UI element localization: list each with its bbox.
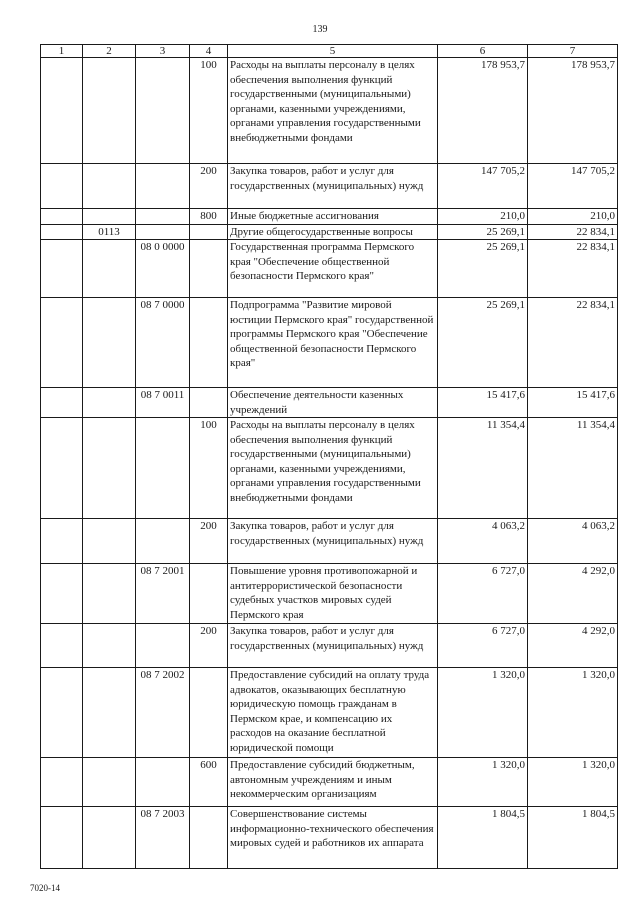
expense-type-cell — [190, 298, 228, 388]
amount-cell-col6: 1 320,0 — [438, 668, 528, 758]
amount-cell-col7: 22 834,1 — [528, 298, 618, 388]
subsection-cell: 0113 — [83, 224, 136, 240]
column-header: 3 — [136, 45, 190, 58]
table-row — [41, 418, 618, 519]
subsection-cell — [83, 388, 136, 418]
table-row — [41, 624, 618, 668]
description-cell: Подпрограмма "Развитие мировой юстиции Пермского края" государственной программы Пермского края "Обеспечение общественной безопасности Пермского края" — [228, 298, 438, 388]
target-article-cell — [136, 624, 190, 668]
table-row — [41, 388, 618, 418]
budget-table — [40, 44, 618, 869]
target-article-cell — [136, 519, 190, 564]
subsection-cell — [83, 58, 136, 164]
expense-type-cell — [190, 668, 228, 758]
section-cell — [41, 668, 83, 758]
target-article-cell: 08 7 2002 — [136, 668, 190, 758]
section-cell — [41, 624, 83, 668]
description-cell: Совершенствование системы информационно-технического обеспечения мировых судей и работников их аппарата — [228, 807, 438, 869]
section-cell — [41, 418, 83, 519]
page-number: 139 — [312, 24, 328, 35]
subsection-cell — [83, 298, 136, 388]
description-cell: Повышение уровня противопожарной и антитеррористической безопасности судебных участков мировых судей Пермского края — [228, 564, 438, 624]
expense-type-cell — [190, 388, 228, 418]
description-cell: Государственная программа Пермского края "Обеспечение общественной безопасности Пермского края" — [228, 240, 438, 298]
target-article-cell — [136, 164, 190, 209]
target-article-cell — [136, 58, 190, 164]
expense-type-cell: 100 — [190, 418, 228, 519]
amount-cell-col7: 1 320,0 — [528, 758, 618, 807]
expense-type-cell — [190, 224, 228, 240]
amount-cell-col7: 1 804,5 — [528, 807, 618, 869]
amount-cell-col7: 4 063,2 — [528, 519, 618, 564]
target-article-cell: 08 7 2001 — [136, 564, 190, 624]
expense-type-cell — [190, 564, 228, 624]
table-row — [41, 758, 618, 807]
table-row — [41, 668, 618, 758]
description-cell: Закупка товаров, работ и услуг для государственных (муниципальных) нужд — [228, 519, 438, 564]
target-article-cell — [136, 418, 190, 519]
amount-cell-col7: 11 354,4 — [528, 418, 618, 519]
table-row — [41, 209, 618, 225]
amount-cell-col6: 25 269,1 — [438, 240, 528, 298]
subsection-cell — [83, 807, 136, 869]
section-cell — [41, 388, 83, 418]
amount-cell-col7: 178 953,7 — [528, 58, 618, 164]
subsection-cell — [83, 164, 136, 209]
amount-cell-col6: 1 320,0 — [438, 758, 528, 807]
description-cell: Предоставление субсидий на оплату труда адвокатов, оказывающих бесплатную юридическую помощь гражданам в Пермском крае, и компенсацию их расходов на оказание бесплатной юридической помощи — [228, 668, 438, 758]
amount-cell-col7: 15 417,6 — [528, 388, 618, 418]
header-row — [41, 45, 618, 58]
section-cell — [41, 224, 83, 240]
amount-cell-col7: 210,0 — [528, 209, 618, 225]
description-cell: Иные бюджетные ассигнования — [228, 209, 438, 225]
column-header: 1 — [41, 45, 83, 58]
description-cell: Расходы на выплаты персоналу в целях обеспечения выполнения функций государственными (муниципальными) органами, казенными учреждениями, органами управления государственными внебюджетными фондами — [228, 58, 438, 164]
section-cell — [41, 209, 83, 225]
subsection-cell — [83, 209, 136, 225]
column-header: 4 — [190, 45, 228, 58]
subsection-cell — [83, 758, 136, 807]
table-row — [41, 164, 618, 209]
subsection-cell — [83, 519, 136, 564]
section-cell — [41, 758, 83, 807]
subsection-cell — [83, 668, 136, 758]
description-cell: Обеспечение деятельности казенных учреждений — [228, 388, 438, 418]
description-cell: Закупка товаров, работ и услуг для государственных (муниципальных) нужд — [228, 624, 438, 668]
column-header: 7 — [528, 45, 618, 58]
column-header: 2 — [83, 45, 136, 58]
expense-type-cell: 200 — [190, 164, 228, 209]
subsection-cell — [83, 240, 136, 298]
amount-cell-col6: 6 727,0 — [438, 564, 528, 624]
section-cell — [41, 298, 83, 388]
target-article-cell: 08 7 0000 — [136, 298, 190, 388]
section-cell — [41, 164, 83, 209]
description-cell: Другие общегосударственные вопросы — [228, 224, 438, 240]
amount-cell-col6: 147 705,2 — [438, 164, 528, 209]
target-article-cell — [136, 758, 190, 807]
table-row — [41, 298, 618, 388]
expense-type-cell: 100 — [190, 58, 228, 164]
amount-cell-col7: 22 834,1 — [528, 224, 618, 240]
amount-cell-col6: 178 953,7 — [438, 58, 528, 164]
amount-cell-col6: 210,0 — [438, 209, 528, 225]
amount-cell-col7: 147 705,2 — [528, 164, 618, 209]
section-cell — [41, 58, 83, 164]
section-cell — [41, 519, 83, 564]
column-header: 5 — [228, 45, 438, 58]
expense-type-cell: 600 — [190, 758, 228, 807]
table-row — [41, 240, 618, 298]
target-article-cell — [136, 209, 190, 225]
target-article-cell: 08 7 0011 — [136, 388, 190, 418]
subsection-cell — [83, 418, 136, 519]
column-header: 6 — [438, 45, 528, 58]
amount-cell-col6: 25 269,1 — [438, 224, 528, 240]
section-cell — [41, 564, 83, 624]
amount-cell-col7: 4 292,0 — [528, 624, 618, 668]
amount-cell-col6: 15 417,6 — [438, 388, 528, 418]
table-row — [41, 224, 618, 240]
amount-cell-col6: 4 063,2 — [438, 519, 528, 564]
description-cell: Расходы на выплаты персоналу в целях обеспечения выполнения функций государственными (муниципальными) органами, казенными учреждениями, органами управления государственными внебюджетными фондами — [228, 418, 438, 519]
amount-cell-col7: 4 292,0 — [528, 564, 618, 624]
expense-type-cell — [190, 240, 228, 298]
section-cell — [41, 807, 83, 869]
amount-cell-col6: 6 727,0 — [438, 624, 528, 668]
table-row — [41, 564, 618, 624]
amount-cell-col6: 11 354,4 — [438, 418, 528, 519]
expense-type-cell: 200 — [190, 624, 228, 668]
target-article-cell: 08 7 2003 — [136, 807, 190, 869]
amount-cell-col6: 1 804,5 — [438, 807, 528, 869]
description-cell: Закупка товаров, работ и услуг для государственных (муниципальных) нужд — [228, 164, 438, 209]
expense-type-cell: 200 — [190, 519, 228, 564]
amount-cell-col6: 25 269,1 — [438, 298, 528, 388]
footer-document-code: 7020-14 — [30, 883, 60, 893]
expense-type-cell: 800 — [190, 209, 228, 225]
subsection-cell — [83, 624, 136, 668]
expense-type-cell — [190, 807, 228, 869]
table-row — [41, 807, 618, 869]
subsection-cell — [83, 564, 136, 624]
table-row — [41, 519, 618, 564]
table-row — [41, 58, 618, 164]
amount-cell-col7: 22 834,1 — [528, 240, 618, 298]
section-cell — [41, 240, 83, 298]
target-article-cell — [136, 224, 190, 240]
description-cell: Предоставление субсидий бюджетным, автономным учреждениям и иным некоммерческим организациям — [228, 758, 438, 807]
amount-cell-col7: 1 320,0 — [528, 668, 618, 758]
target-article-cell: 08 0 0000 — [136, 240, 190, 298]
